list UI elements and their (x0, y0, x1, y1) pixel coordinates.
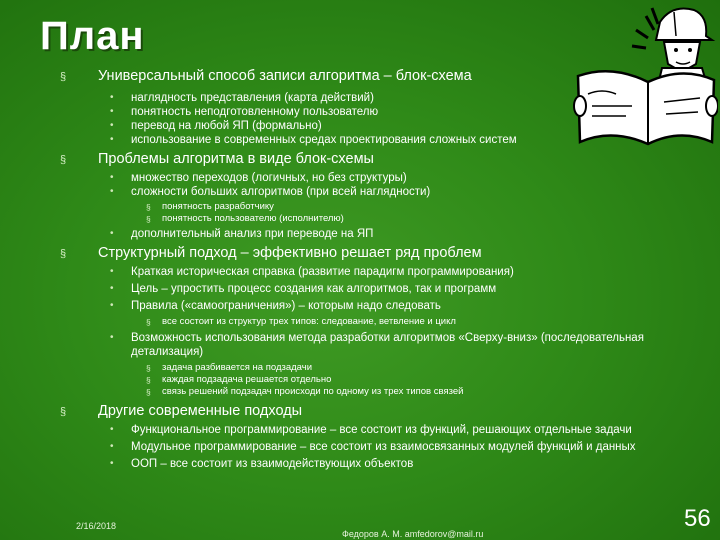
square-bullet-icon: § (146, 317, 151, 327)
sub-item-text: дополнительный анализ при переводе на ЯП (131, 228, 374, 240)
dot-bullet-icon: • (110, 424, 114, 435)
dot-bullet-icon: • (110, 186, 114, 197)
outline-item (58, 68, 658, 85)
sub-item-text: Краткая историческая справка (развитие парадигм программирования) (131, 266, 514, 278)
page-number: 56 (684, 505, 711, 532)
outline-item-text: Универсальный способ записи алгоритма – блок-схема (98, 68, 472, 84)
dot-bullet-icon: • (110, 172, 114, 183)
sub-sub-item-text: связь решений подзадач происходи по одному из трех типов связей (162, 386, 464, 397)
sub-item-text: Возможность использования метода разработки алгоритмов «Сверху-вниз» (последовательная детализация) (131, 332, 644, 358)
sub-item-text: Функциональное программирование – все состоит из функций, решающих отдельные задачи (131, 424, 632, 436)
sub-item-text: наглядность представления (карта действий) (131, 92, 374, 104)
sub-item-text: Цель – упростить процесс создания как алгоритмов, так и программ (131, 283, 497, 295)
dot-bullet-icon: • (110, 283, 114, 294)
dot-bullet-icon: • (110, 228, 114, 239)
sub-sub-item-text: каждая подзадача решается отдельно (162, 374, 332, 385)
sub-item-text: ООП – все состоит из взаимодействующих объектов (131, 458, 414, 470)
square-bullet-icon: § (146, 375, 151, 385)
outline-item (58, 151, 658, 168)
footer-author: Федоров А. М. amfedorov@mail.ru (342, 529, 484, 539)
dot-bullet-icon: • (110, 92, 114, 103)
outline (58, 62, 658, 471)
outline-item-text: Проблемы алгоритма в виде блок-схемы (98, 151, 374, 167)
square-bullet-icon: § (146, 202, 151, 212)
square-bullet-icon: § (146, 363, 151, 373)
dot-bullet-icon: • (110, 106, 114, 117)
outline-item (58, 245, 658, 262)
sub-item-text: понятность неподготовленному пользователю (131, 106, 379, 118)
dot-bullet-icon: • (110, 458, 114, 469)
sub-sub-item-text: все состоит из структур трех типов: следование, ветвление и цикл (162, 316, 456, 327)
dot-bullet-icon: • (110, 441, 114, 452)
sub-sub-item-text: понятность пользователю (исполнителю) (162, 213, 344, 224)
dot-bullet-icon: • (110, 300, 114, 311)
sub-item-text: сложности больших алгоритмов (при всей наглядности) (131, 186, 431, 198)
square-bullet-icon: § (146, 387, 151, 397)
square-bullet-icon: § (60, 248, 67, 260)
outline-item-text: Структурный подход – эффективно решает ряд проблем (98, 245, 482, 261)
slide-title: План (40, 14, 145, 58)
square-bullet-icon: § (146, 214, 151, 224)
sub-item-text: множество переходов (логичных, но без структуры) (131, 172, 407, 184)
outline-item (58, 403, 658, 420)
sub-item-text: Правила («самоограничения») – которым надо следовать (131, 300, 441, 312)
sub-sub-item-text: задача разбивается на подзадачи (162, 362, 313, 373)
square-bullet-icon: § (60, 154, 67, 166)
sub-item-text: использование в современных средах проектирования сложных систем (131, 134, 517, 146)
sub-item-text: перевод на любой ЯП (формально) (131, 120, 322, 132)
dot-bullet-icon: • (110, 266, 114, 277)
square-bullet-icon: § (60, 71, 67, 83)
dot-bullet-icon: • (110, 120, 114, 131)
square-bullet-icon: § (60, 406, 67, 418)
outline-item-text: Другие современные подходы (98, 403, 303, 419)
footer-date: 2/16/2018 (76, 521, 117, 531)
dot-bullet-icon: • (110, 332, 114, 343)
sub-sub-item-text: понятность разработчику (162, 201, 274, 212)
sub-item-text: Модульное программирование – все состоит из взаимосвязанных модулей функций и данных (131, 441, 636, 453)
dot-bullet-icon: • (110, 134, 114, 145)
